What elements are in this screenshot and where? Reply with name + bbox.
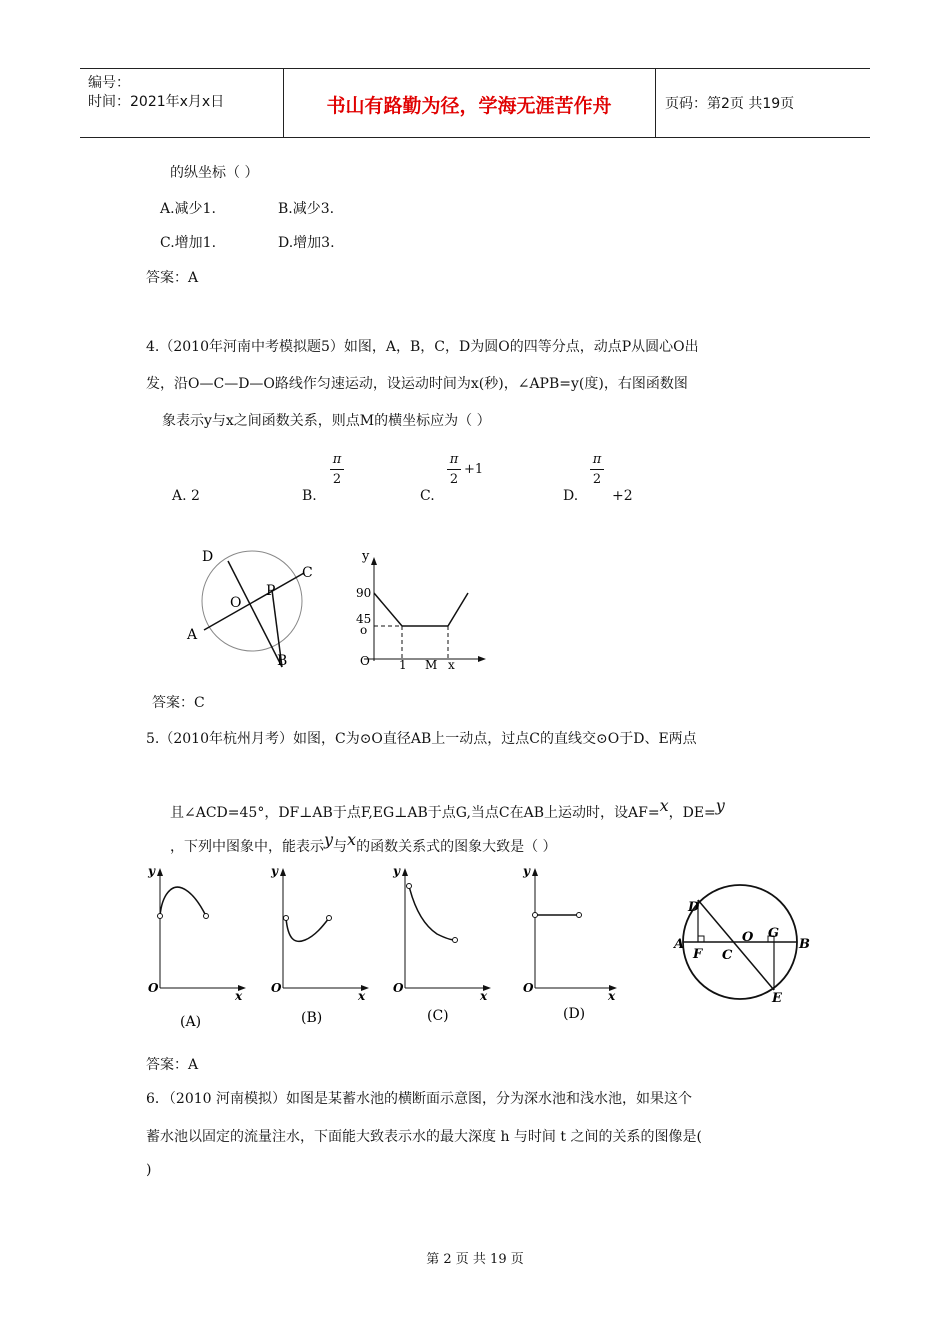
- axis-y-label: y: [362, 549, 370, 564]
- q3-option-a: A.减少1.: [160, 201, 216, 217]
- q4-answer: 答案：C: [152, 695, 205, 711]
- pi-symbol: π: [332, 452, 342, 467]
- origin-label: O: [523, 981, 534, 995]
- divider: [655, 69, 656, 137]
- q5-line-3: [170, 830, 557, 856]
- q5-line-2-text-b: ，DE=: [668, 805, 716, 821]
- graph-label: (B): [301, 1010, 323, 1026]
- q4-option-d-plus: +2: [612, 488, 633, 504]
- denominator: 2: [592, 472, 602, 487]
- label-c: C: [722, 948, 733, 963]
- axis-x-label: x: [235, 989, 243, 1003]
- graph-label: (D): [563, 1006, 586, 1022]
- q5-line-2: [170, 796, 725, 822]
- axis-y-label: y: [271, 864, 278, 878]
- q5-line-2-text: 且∠ACD=45°，DF⊥AB于点F,EG⊥AB于点G,当点C在AB上运动时，设AF=: [170, 805, 660, 821]
- label-e: E: [772, 991, 782, 1006]
- axis-x-label: x: [608, 989, 616, 1003]
- q4-option-b: B.: [302, 488, 317, 504]
- label-a: A: [187, 627, 198, 643]
- axis-x-label: x: [480, 989, 488, 1003]
- label-c: C: [302, 565, 313, 581]
- motto: 书山有路勤为径，学海无涯苦作舟: [326, 95, 612, 117]
- label-b: B: [799, 937, 810, 952]
- tick-90: 90: [356, 586, 372, 600]
- q3-option-c: C.增加1.: [160, 235, 217, 251]
- tick-m: M: [425, 658, 438, 672]
- tick-45: 45: [356, 612, 372, 626]
- q5-graph-b: [263, 860, 378, 1035]
- q3-option-d: D.增加3.: [278, 235, 335, 251]
- q5-graph-c: [385, 860, 500, 1035]
- q5-graph-a: [140, 860, 255, 1035]
- label-a: A: [674, 937, 685, 952]
- q4-line-2: 发，沿O—C—D—O路线作匀速运动，设运动时间为x(秒)，∠APB=y(度)，右图函数图: [146, 376, 688, 392]
- q4-option-b-fraction: [330, 452, 344, 487]
- label-d: D: [202, 549, 214, 565]
- page-header: [80, 68, 870, 138]
- origin-label: O: [360, 654, 370, 668]
- var-x: x: [659, 796, 669, 815]
- label-p: P: [266, 583, 276, 599]
- header-left: [88, 74, 224, 112]
- q3-continuation: 的纵坐标（ ）: [170, 165, 259, 181]
- q3-option-b: B.减少3.: [278, 201, 335, 217]
- q4-option-d-fraction: [590, 452, 604, 487]
- q4-option-a: A. 2: [172, 488, 200, 504]
- q6-line-3: ): [146, 1162, 152, 1178]
- label-o: O: [230, 595, 242, 611]
- var-y: y: [324, 830, 334, 849]
- axis-y-label: y: [393, 864, 400, 878]
- axis-y-label: y: [523, 864, 530, 878]
- origin-label: O: [393, 981, 404, 995]
- denominator: 2: [332, 472, 342, 487]
- q4-circle-figure: [180, 540, 330, 675]
- origin-label: O: [271, 981, 282, 995]
- var-x: x: [347, 830, 357, 849]
- q6-line-2: 蓄水池以固定的流量注水，下面能大致表示水的最大深度 h 与时间 t 之间的关系的图像是(: [146, 1129, 702, 1145]
- origin-label: O: [148, 981, 159, 995]
- page-footer: 第 2 页 共 19 页: [426, 1252, 524, 1267]
- q3-answer: 答案：A: [146, 270, 199, 286]
- q4-option-d: D.: [563, 488, 579, 504]
- q5-graph-d: [505, 860, 620, 1035]
- graph-label: (C): [427, 1008, 449, 1024]
- denominator: 2: [449, 472, 459, 487]
- label-d: D: [688, 900, 700, 915]
- q4-option-c-plus: +1: [464, 462, 484, 477]
- pi-symbol: π: [449, 452, 459, 467]
- q5-line-3-text-c: 的函数关系式的图象大致是（ ）: [356, 839, 557, 855]
- pi-symbol: π: [592, 452, 602, 467]
- label-g: G: [768, 926, 780, 941]
- q4-option-c-fraction: [447, 452, 461, 487]
- label-f: F: [693, 947, 703, 962]
- q4-graph-figure: [350, 545, 490, 675]
- label-o: O: [742, 930, 754, 945]
- q5-circle-figure: [670, 878, 820, 1008]
- q4-option-c: C.: [420, 488, 435, 504]
- q5-answer: 答案：A: [146, 1057, 199, 1073]
- q4-line-3: 象表示y与x之间函数关系，则点M的横坐标应为（ ）: [162, 413, 491, 429]
- q5-line-3-text-b: 与: [333, 839, 348, 855]
- number-label: 编号：: [88, 75, 130, 91]
- axis-x-label: x: [448, 658, 455, 672]
- tick-o: o: [360, 623, 368, 637]
- q5-line-1: 5.（2010年杭州月考）如图，C为⊙O直径AB上一动点，过点C的直线交⊙O于D、E两点: [146, 731, 697, 747]
- tick-1: 1: [399, 658, 407, 672]
- page-info: 页码：第2页 共19页: [665, 96, 795, 112]
- axis-x-label: x: [358, 989, 366, 1003]
- q4-line-1: 4.（2010年河南中考模拟题5）如图，A，B，C，D为圆O的四等分点，动点P从圆心O出: [146, 339, 699, 355]
- q5-line-3-text-a: ，下列中图象中，能表示: [170, 839, 324, 855]
- graph-label: (A): [180, 1014, 202, 1030]
- time-label: 时间：2021年x月x日: [88, 94, 225, 110]
- var-y: y: [715, 796, 725, 815]
- q6-line-1: 6．（2010 河南模拟）如图是某蓄水池的横断面示意图，分为深水池和浅水池，如果这个: [146, 1091, 692, 1107]
- axis-y-label: y: [148, 864, 155, 878]
- label-b: B: [277, 653, 288, 669]
